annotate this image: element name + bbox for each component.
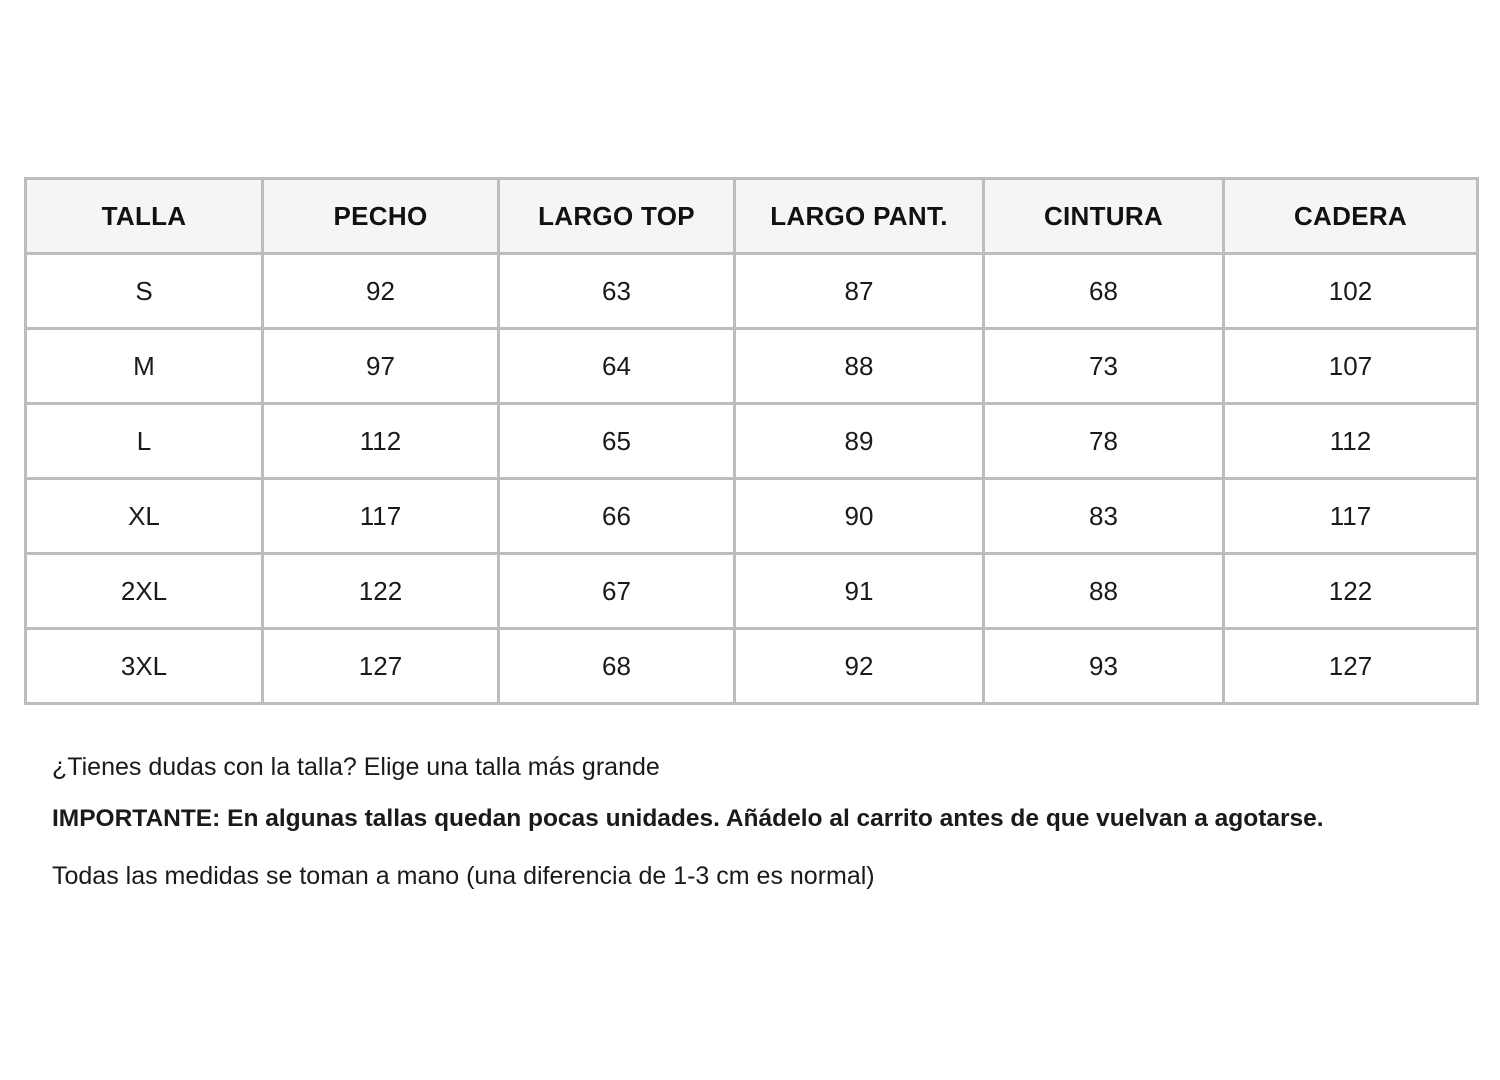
table-cell: 78	[984, 404, 1224, 479]
table-cell: 127	[1224, 629, 1478, 704]
size-chart-table	[24, 177, 1479, 705]
table-cell: 102	[1224, 254, 1478, 329]
table-cell: 92	[735, 629, 984, 704]
header-cintura: CINTURA	[984, 179, 1224, 254]
table-row	[26, 554, 1478, 629]
important-stock-note: IMPORTANTE: En algunas tallas quedan pocas unidades. Añádelo al carrito antes de que vuelvan a agotarse.	[52, 805, 1324, 832]
table-cell: 92	[263, 254, 499, 329]
header-largo-pant: LARGO PANT.	[735, 179, 984, 254]
table-row	[26, 479, 1478, 554]
table-cell: 88	[735, 329, 984, 404]
table-cell: 88	[984, 554, 1224, 629]
table-cell: 117	[263, 479, 499, 554]
table-cell: 122	[263, 554, 499, 629]
table-row	[26, 629, 1478, 704]
table-cell: 93	[984, 629, 1224, 704]
table-cell: 66	[499, 479, 735, 554]
table-cell: 83	[984, 479, 1224, 554]
table-cell: 112	[263, 404, 499, 479]
table-cell: 89	[735, 404, 984, 479]
table-cell: 2XL	[26, 554, 263, 629]
table-cell: 87	[735, 254, 984, 329]
header-largo-top: LARGO TOP	[499, 179, 735, 254]
table-cell: 127	[263, 629, 499, 704]
table-cell: 64	[499, 329, 735, 404]
table-cell: 91	[735, 554, 984, 629]
table-header-row	[26, 179, 1478, 254]
table-cell: 68	[499, 629, 735, 704]
table-cell: 67	[499, 554, 735, 629]
table-cell: 68	[984, 254, 1224, 329]
table-cell: L	[26, 404, 263, 479]
table-row	[26, 404, 1478, 479]
header-cadera: CADERA	[1224, 179, 1478, 254]
table-cell: 122	[1224, 554, 1478, 629]
header-talla: TALLA	[26, 179, 263, 254]
measurement-disclaimer: Todas las medidas se toman a mano (una diferencia de 1-3 cm es normal)	[52, 862, 875, 891]
table-cell: 65	[499, 404, 735, 479]
header-pecho: PECHO	[263, 179, 499, 254]
table-cell: 3XL	[26, 629, 263, 704]
size-notes	[52, 752, 1472, 891]
table-cell: 90	[735, 479, 984, 554]
table-row	[26, 254, 1478, 329]
table-cell: S	[26, 254, 263, 329]
table-cell: 73	[984, 329, 1224, 404]
table-cell: 112	[1224, 404, 1478, 479]
table-row	[26, 329, 1478, 404]
size-doubt-note: ¿Tienes dudas con la talla? Elige una talla más grande	[52, 753, 660, 781]
table-cell: 97	[263, 329, 499, 404]
table-cell: 107	[1224, 329, 1478, 404]
table-cell: 117	[1224, 479, 1478, 554]
table-cell: M	[26, 329, 263, 404]
table-cell: 63	[499, 254, 735, 329]
table-cell: XL	[26, 479, 263, 554]
